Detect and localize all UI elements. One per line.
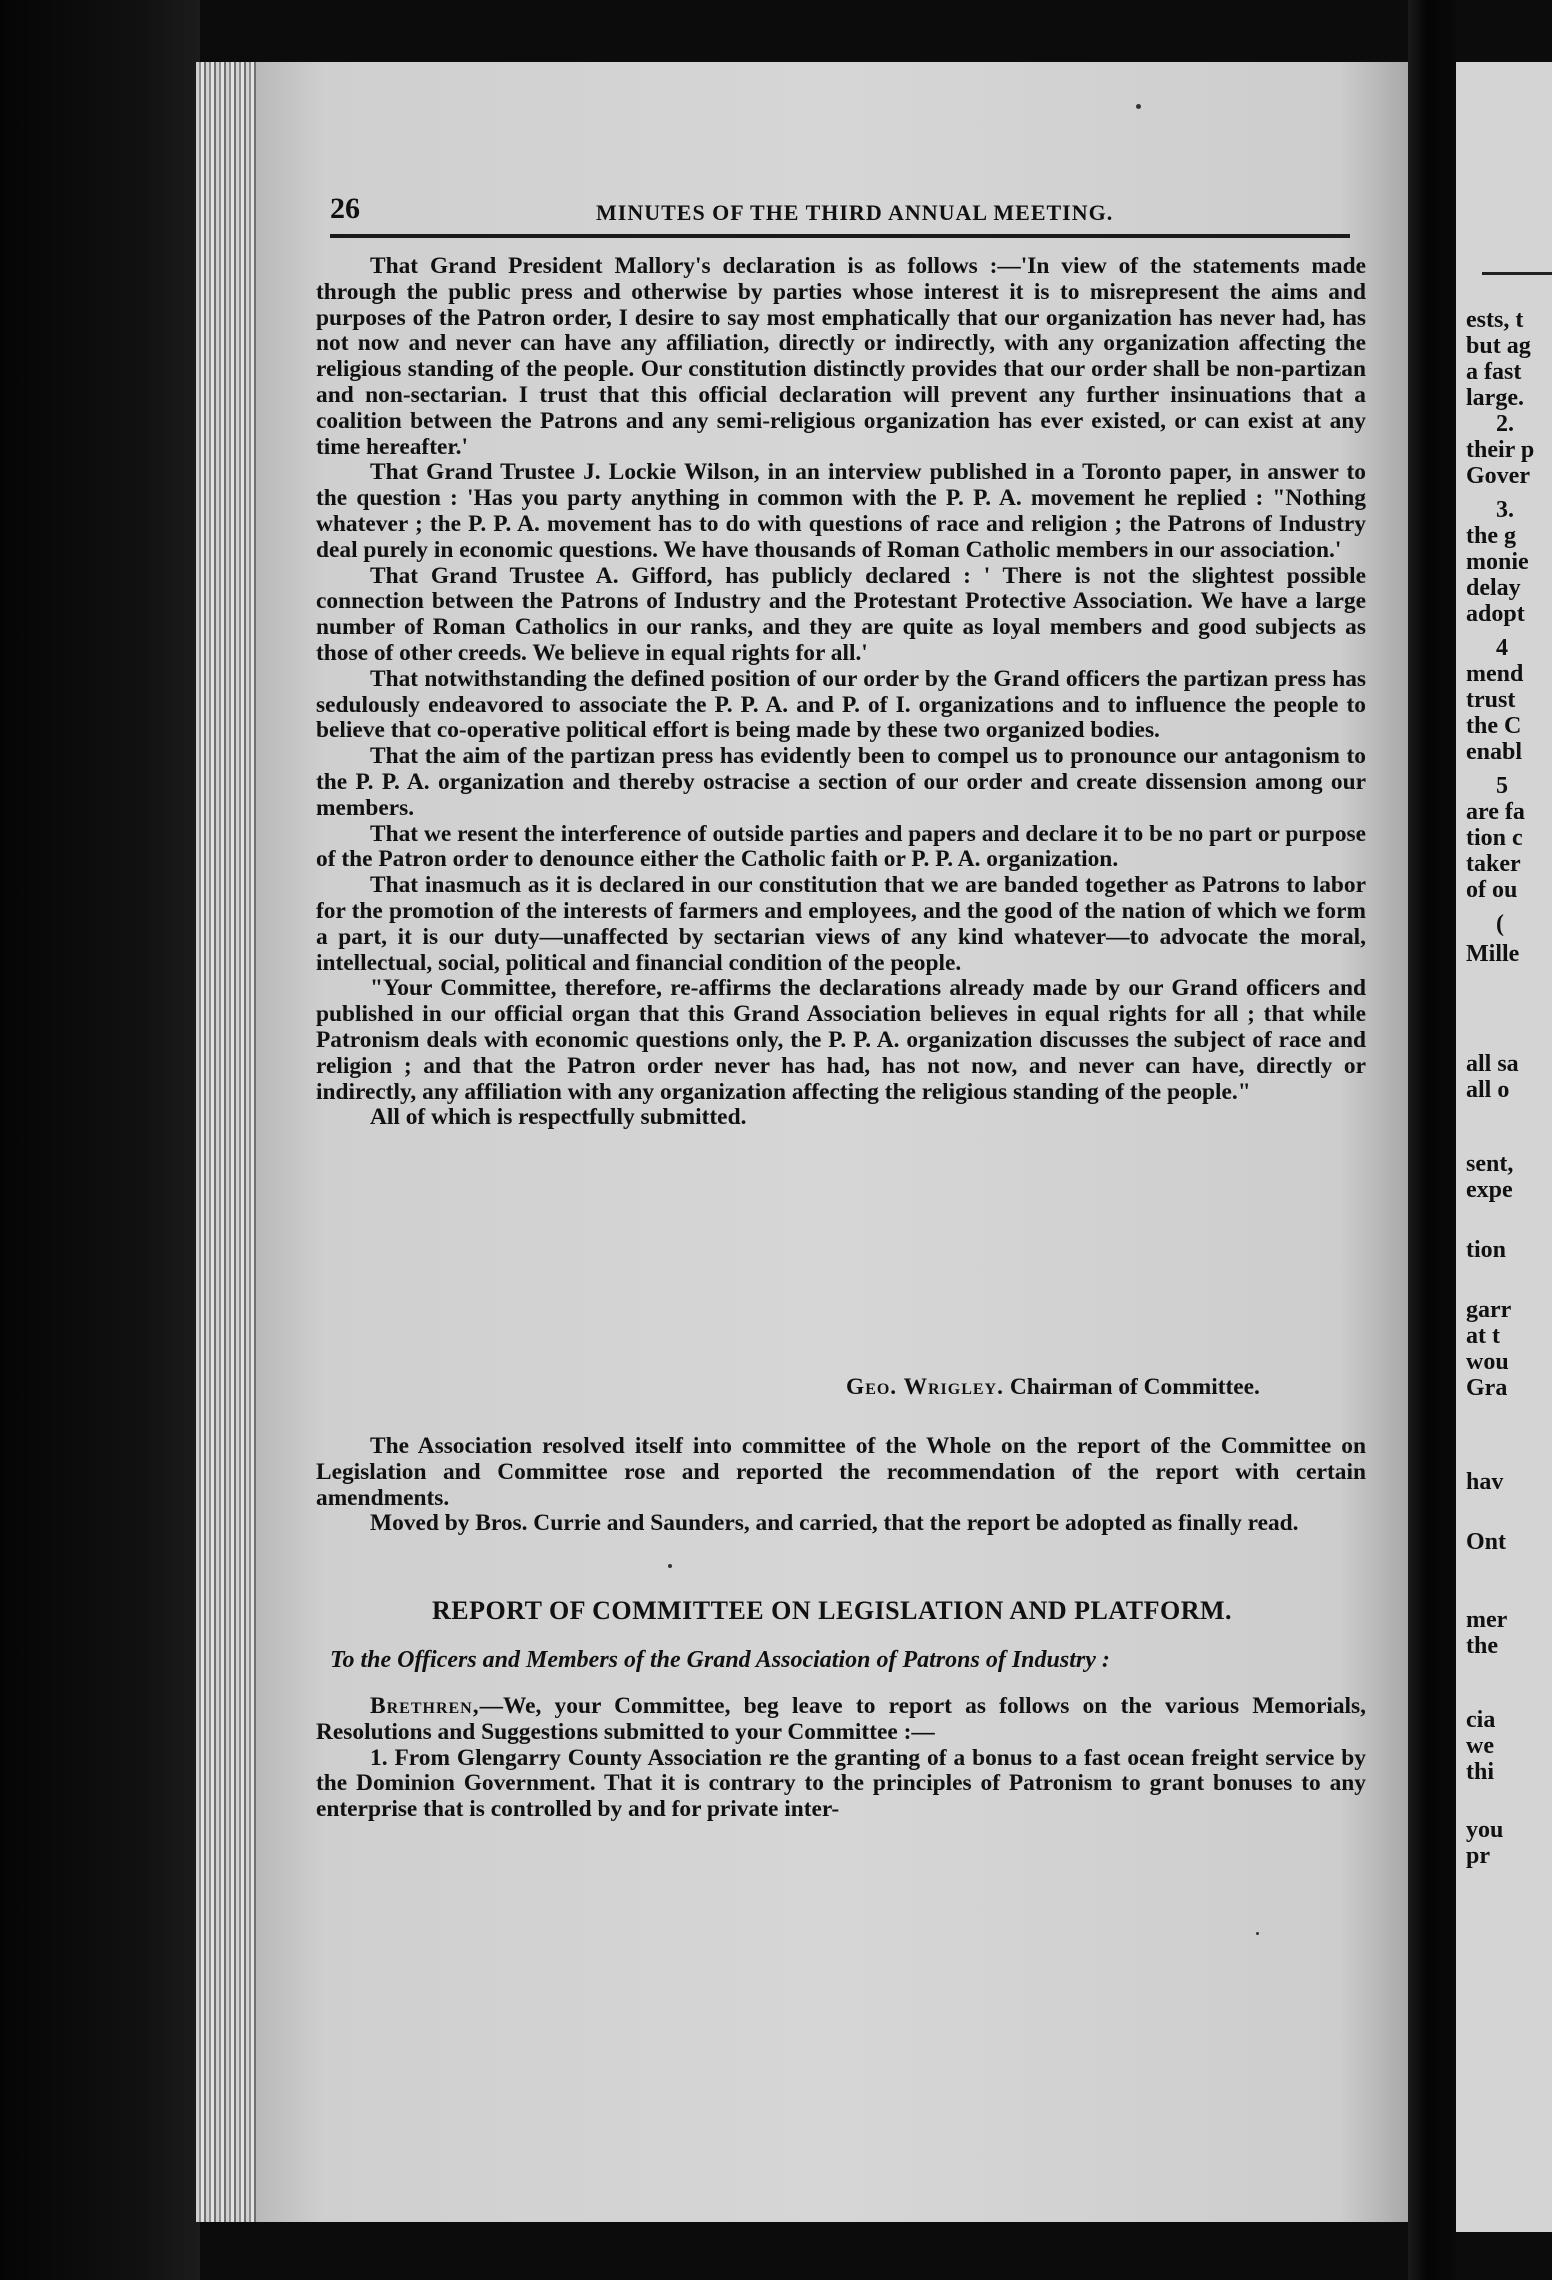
facing-page-fragment bbox=[1456, 62, 1552, 2232]
facing-line: all o bbox=[1466, 1077, 1510, 1103]
paragraph-constitution: That inasmuch as it is declared in our constitution that we are banded together as Patrons to labor for the promotion of the interests of farmers and employees, and the good of the nation of which we form a part, it is our duty—unaffected by sectarian views of any kind whatever—to advocate the moral, intellectual, social, political and financial condition of the people. bbox=[316, 872, 1366, 976]
facing-line: we bbox=[1466, 1733, 1494, 1759]
paragraph-motion-adopted: Moved by Bros. Currie and Saunders, and carried, that the report be adopted as finally read. bbox=[370, 1510, 1299, 1537]
signature-role: Chairman of Committee. bbox=[1009, 1374, 1260, 1400]
facing-line: taker bbox=[1466, 851, 1521, 877]
facing-line: their p bbox=[1466, 437, 1535, 463]
scan-speck bbox=[668, 1564, 672, 1568]
facing-line: hav bbox=[1466, 1469, 1504, 1495]
facing-line: mend bbox=[1466, 661, 1524, 687]
paragraph-mallory-declaration: That Grand President Mallory's declaration is as follows :—'In view of the statements made through the public press and otherwise by parties whose interest it is to misrepresent the aims and purposes of the Patron order, I desire to say most emphatically that our organization has never had, has not now and never can have any affiliation, directly or indirectly, with any organization affecting the religious standing of the people. Our constitution distinctly provides that our order shall be non-partizan and non-sectarian. I trust that this official declaration will prevent any further insinuations that a coalition between the Patrons and any semi-religious organization has ever existed, or can exist at any time hereafter.' bbox=[316, 253, 1366, 460]
salutation: Brethren, bbox=[370, 1693, 480, 1719]
facing-line: 3. bbox=[1496, 497, 1514, 523]
facing-line: at t bbox=[1466, 1323, 1500, 1349]
facing-line: are fa bbox=[1466, 799, 1525, 825]
paragraph-submitted: All of which is respectfully submitted. bbox=[370, 1104, 747, 1131]
facing-line: garr bbox=[1466, 1297, 1512, 1323]
report-heading: REPORT OF COMMITTEE ON LEGISLATION AND PLATFORM. bbox=[431, 1596, 1233, 1625]
facing-line: adopt bbox=[1466, 601, 1525, 627]
minutes-body-middle bbox=[316, 1434, 1366, 1537]
signature-name: Geo. Wrigley. bbox=[846, 1374, 1004, 1400]
report-address: To the Officers and Members of the Grand Association of Patrons of Industry : bbox=[330, 1647, 1110, 1673]
facing-line: expe bbox=[1466, 1177, 1513, 1203]
facing-line: but ag bbox=[1466, 333, 1531, 359]
facing-line: you bbox=[1466, 1817, 1504, 1843]
running-title: MINUTES OF THE THIRD ANNUAL MEETING. bbox=[596, 200, 1114, 225]
scan-border bbox=[0, 0, 200, 2280]
facing-page-rule bbox=[1482, 272, 1552, 275]
facing-line: wou bbox=[1466, 1349, 1509, 1375]
report-body bbox=[316, 1694, 1366, 1823]
page-number: 26 bbox=[330, 192, 360, 225]
facing-line: a fast bbox=[1466, 359, 1522, 385]
facing-line: 4 bbox=[1496, 635, 1508, 661]
facing-line: tion bbox=[1466, 1237, 1507, 1263]
scan-speck bbox=[1136, 104, 1141, 109]
paragraph-committee-reaffirms: "Your Committee, therefore, re-affirms the declarations already made by our Grand officers and published in our official organ that this Grand Association believes in equal rights for all ; that while Patronism deals with economic questions only, the P. P. A. organization discusses the subject of race and religion ; and that the Patron order never has had, has not now, and never can have, directly or indirectly, any affiliation with any organization affecting the religious standing of the people." bbox=[316, 975, 1366, 1105]
paragraph-glengarry: 1. From Glengarry County Association re the granting of a bonus to a fast ocean freight service by the Dominion Government. That it is contrary to the principles of Patronism to grant bonuses to any enterprise that is controlled by and for private inter- bbox=[316, 1744, 1366, 1823]
facing-line: ests, t bbox=[1466, 307, 1524, 333]
facing-line: ( bbox=[1496, 911, 1504, 937]
scan-speck bbox=[1256, 1932, 1259, 1935]
facing-line: sent, bbox=[1466, 1151, 1514, 1177]
facing-line: delay bbox=[1466, 575, 1521, 601]
book-page-edges bbox=[196, 62, 260, 2222]
facing-line: enabl bbox=[1466, 739, 1523, 765]
paragraph-committee-of-whole: The Association resolved itself into committee of the Whole on the report of the Committee on Legislation and Committee rose and reported the recommendation of the report with certain amendments. bbox=[316, 1433, 1366, 1511]
facing-line: the C bbox=[1466, 713, 1522, 739]
facing-line: large. bbox=[1466, 385, 1524, 411]
facing-line: thi bbox=[1466, 1759, 1495, 1785]
paragraph-aim-of-press: That the aim of the partizan press has evidently been to compel us to pronounce our antagonism to the P. P. A. organization and thereby ostracise a section of our order and create dissension among our members. bbox=[316, 743, 1366, 821]
facing-line: Mille bbox=[1466, 941, 1520, 967]
facing-line: all sa bbox=[1466, 1051, 1519, 1077]
brethren-text: —We, your Committee, beg leave to report as follows on the various Memorials, Resolutions and Suggestions submitted to your Committee :— bbox=[316, 1693, 1366, 1745]
facing-line: the g bbox=[1466, 523, 1516, 549]
facing-line: 2. bbox=[1496, 411, 1514, 437]
paragraph-gifford-declaration: That Grand Trustee A. Gifford, has publicly declared : ' There is not the slightest possible connection between the Patrons of Industry and the Protestant Protective Association. We have a large number of Roman Catholics in our ranks, and they are quite as loyal members and good subjects as those of other creeds. We believe in equal rights for all.' bbox=[316, 562, 1366, 666]
paragraph-brethren bbox=[316, 1694, 1366, 1746]
minutes-body-top bbox=[316, 254, 1366, 1131]
facing-line: monie bbox=[1466, 549, 1529, 575]
facing-line: the bbox=[1466, 1633, 1498, 1659]
paragraph-wilson-interview: That Grand Trustee J. Lockie Wilson, in an interview published in a Toronto paper, in answer to the question : 'Has you party anything in common with the P. P. A. movement he replied : "Nothing whatever ; the P. P. A. movement has to do with questions of race and religion ; the Patrons of Industry deal purely in economic questions. We have thousands of Roman Catholic members in our association.' bbox=[316, 459, 1366, 563]
book-gutter bbox=[1408, 0, 1456, 2280]
paragraph-partizan-press: That notwithstanding the defined position of our order by the Grand officers the partizan press has sedulously endeavored to associate the P. P. A. and P. of I. organizations and to influence the people to believe that co-operative political effort is being made by these two organized bodies. bbox=[316, 665, 1366, 744]
committee-signature bbox=[846, 1374, 1260, 1401]
facing-line: 5 bbox=[1496, 773, 1508, 799]
facing-line: tion c bbox=[1466, 825, 1523, 851]
facing-line: cia bbox=[1466, 1707, 1496, 1733]
scanned-page bbox=[256, 62, 1408, 2222]
facing-line: of ou bbox=[1466, 877, 1518, 903]
facing-line: mer bbox=[1466, 1607, 1508, 1633]
paragraph-resent-interference: That we resent the interference of outside parties and papers and declare it to be no part or purpose of the Patron order to denounce either the Catholic faith or P. P. A. organization. bbox=[316, 820, 1366, 873]
facing-line: trust bbox=[1466, 687, 1516, 713]
facing-line: Ont bbox=[1466, 1529, 1507, 1555]
facing-line: Gover bbox=[1466, 463, 1530, 489]
facing-line: pr bbox=[1466, 1843, 1490, 1869]
facing-line: Gra bbox=[1466, 1375, 1508, 1401]
header-rule bbox=[330, 234, 1350, 238]
